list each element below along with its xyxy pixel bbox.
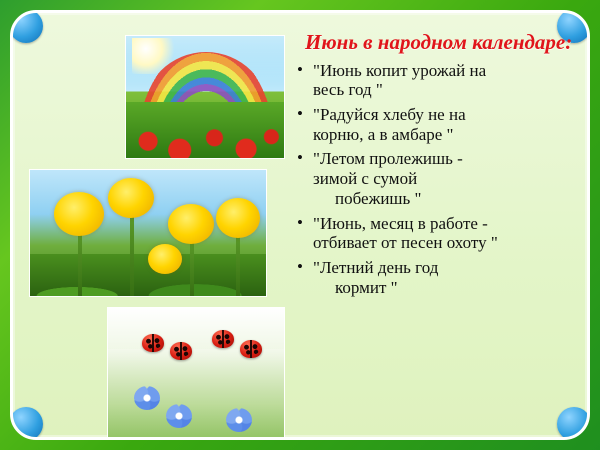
list-item [295,258,590,297]
blue-flower-icon [134,386,160,410]
dandelion-stem [190,236,194,297]
dandelion-flower [54,192,104,236]
blue-flower-icon [166,404,192,428]
dandelion-flower [216,198,260,238]
proverb-line: кормит " [335,277,398,297]
proverb-line: весь год " [313,80,383,100]
proverb-line: "Июнь, месяц в работе - [313,213,488,233]
ladybugs-blue-flowers-photo [107,307,285,440]
list-item [295,105,590,144]
text-column [295,31,590,302]
proverb-line: отбивает от песен охоту " [313,233,498,253]
proverb-line: зимой с сумой [313,169,418,189]
dandelion-flower [108,178,154,218]
ladybug-icon [142,334,164,352]
strawberry-field [126,102,284,158]
ladybug-icon [170,342,192,360]
dandelion-flower [148,244,182,274]
proverb-list [295,61,590,298]
page-title: Июнь в народном календаре: [305,30,573,54]
dandelions-photo [29,169,267,297]
proverb-line: "Летний день год [313,257,439,277]
dandelion-flower [168,204,214,244]
ladybug-icon [212,330,234,348]
dandelion-stem [78,226,82,297]
rainbow-meadow-strawberries-photo [125,35,285,159]
slide-inner-panel [10,10,590,440]
proverb-line: "Летом пролежишь - [313,149,463,169]
photo-column [29,21,287,440]
dandelion-stem [130,208,134,297]
list-item [295,214,590,253]
list-item [295,61,590,100]
proverb-line: побежишь " [335,188,422,208]
dandelion-stem [236,230,240,297]
blue-flower-icon [226,408,252,432]
ladybug-icon [240,340,262,358]
list-item [295,149,590,208]
proverb-line: "Июнь копит урожай на [313,60,487,80]
proverb-line: "Радуйся хлебу не на [313,104,466,124]
corner-dot-bottom-right [557,407,590,440]
proverb-line: корню, а в амбаре " [313,124,454,144]
